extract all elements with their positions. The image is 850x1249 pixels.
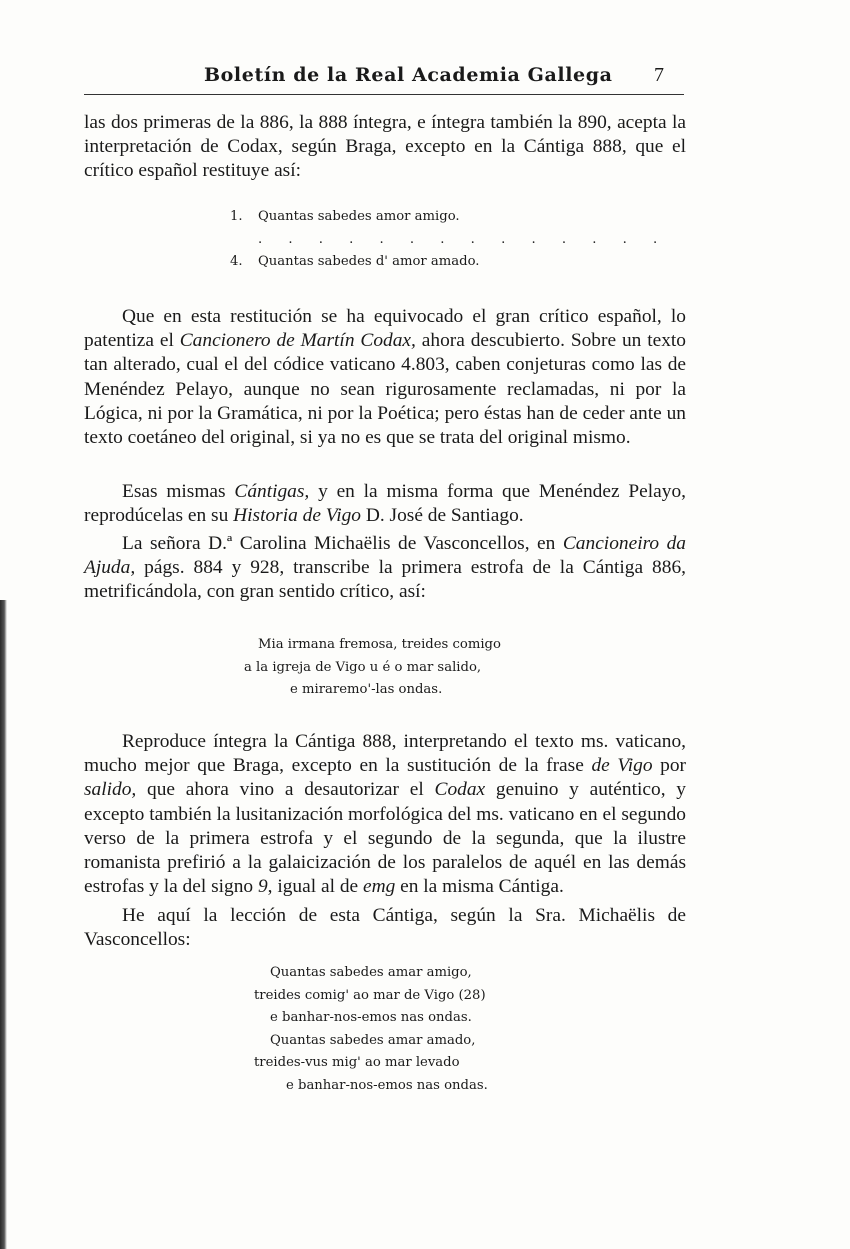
text-run: Esas mismas (122, 481, 235, 502)
text-run: Reproduce íntegra la Cántiga 888, interpretando el texto ms. vaticano, mucho mejor que Braga, excepto en la sustitución de la frase (84, 731, 686, 777)
paragraph-1-text: las dos primeras de la 886, la 888 íntegra, e íntegra también la 890, acepta la interpretación de Codax, según Braga, excepto en la Cántiga 888, que el crítico español restituye así: (84, 112, 686, 182)
verse-line: e banhar-nos-emos nas ondas. (286, 1077, 488, 1093)
text-run: págs. 884 y 928, transcribe la primera estrofa de la Cántiga 886, metrificándola, con gran sentido crítico, así: (84, 557, 686, 603)
verse-line: a la igreja de Vigo u é o mar salido, (244, 659, 482, 675)
sign-glyph: 9 (257, 876, 268, 898)
sign-glyph: emg (362, 876, 396, 898)
paragraph-1 (84, 111, 686, 184)
verse-quote-3 (254, 962, 488, 1097)
text-run: D. José de Santiago. (360, 505, 524, 527)
paragraph-2-text (84, 305, 686, 450)
verse-line: Quantas sabedes amar amado, (270, 1032, 476, 1048)
verse-number: 4. (230, 254, 243, 269)
text-run: ahora descubierto. Sobre un texto tan alterado, cual el del códice vaticano 4.803, caben conjeturas como las de Menéndez Pelayo, aunque no sean rigurosamente reclamadas, ni por la Lógica, ni por la Gramática, ni por la Poética; pero éstas han de ceder ante un texto coetáneo del original, si ya no es que se trata del original mismo. (84, 330, 686, 449)
verse-line: Quantas sabedes amar amigo, (270, 965, 472, 980)
paragraph-2 (84, 305, 686, 450)
verse-line (230, 206, 668, 229)
text-run: , igual al de (267, 876, 363, 898)
verse-text: Quantas sabedes amor amigo. (258, 209, 460, 224)
verse-line: Mia irmana fremosa, treides comigo (258, 637, 501, 652)
text-run: por (652, 755, 686, 777)
paragraph-3 (84, 480, 686, 528)
text-run: en la misma Cántiga. (395, 876, 564, 898)
quoted-phrase: de Vigo (591, 755, 653, 777)
verse-quote-2 (244, 634, 501, 702)
work-title: Cántigas, (234, 481, 310, 502)
book-spine-edge (0, 600, 7, 1249)
verse-ellipsis: . . . . . . . . . . . . . . (258, 231, 669, 247)
verse-line (230, 251, 668, 274)
page-number: 7 (654, 64, 664, 86)
verse-line: treides-vus mig' ao mar levado (254, 1055, 460, 1070)
paragraph-5-text (84, 730, 686, 899)
text-run: genuino y auténtico, y excepto también la lusitanización morfológica del ms. vaticano en el segundo verso de la primera estrofa y el segundo de la segunda, que la ilustre romanista prefirió a la galaicización de los paralelos de aquél en las demás estrofas y la del signo (84, 779, 686, 898)
paragraph-6-text: He aquí la lección de esta Cántiga, según la Sra. Michaëlis de Vasconcellos: (84, 905, 686, 951)
text-run: Que en esta restitución se ha equivocado el gran crítico español, lo patentiza el (84, 306, 686, 352)
verse-line: treides comig' ao mar de Vigo (28) (254, 987, 486, 1003)
work-title: Cancionero de Martín Codax, (179, 330, 416, 352)
verse-text: Quantas sabedes d' amor amado. (258, 254, 480, 269)
verse-line: e banhar-nos-emos nas ondas. (270, 1010, 472, 1025)
work-title: Cancioneiro da Ajuda, (84, 533, 686, 579)
verse-quote-1 (230, 206, 668, 274)
work-title: Codax (434, 779, 486, 801)
verse-line: e miraremo'-las ondas. (290, 682, 443, 697)
header-rule (84, 94, 684, 95)
text-run: que ahora vino a desautorizar el (136, 779, 435, 801)
journal-title: Boletín de la Real Academia Gallega (204, 64, 613, 86)
paragraph-4 (84, 532, 686, 605)
text-run: La señora D.ª Carolina Michaëlis de Vasconcellos, en (122, 533, 563, 554)
quoted-phrase: salido, (84, 779, 137, 801)
text-run: y en la misma forma que Menéndez Pelayo, reprodúcelas en su (84, 481, 686, 527)
running-header (84, 62, 684, 92)
paragraph-3-text (84, 480, 686, 528)
paragraph-5 (84, 730, 686, 899)
verse-number: 1. (230, 209, 243, 224)
paragraph-6 (84, 904, 686, 952)
work-title: Historia de Vigo (233, 505, 361, 527)
paragraph-4-text (84, 532, 686, 605)
